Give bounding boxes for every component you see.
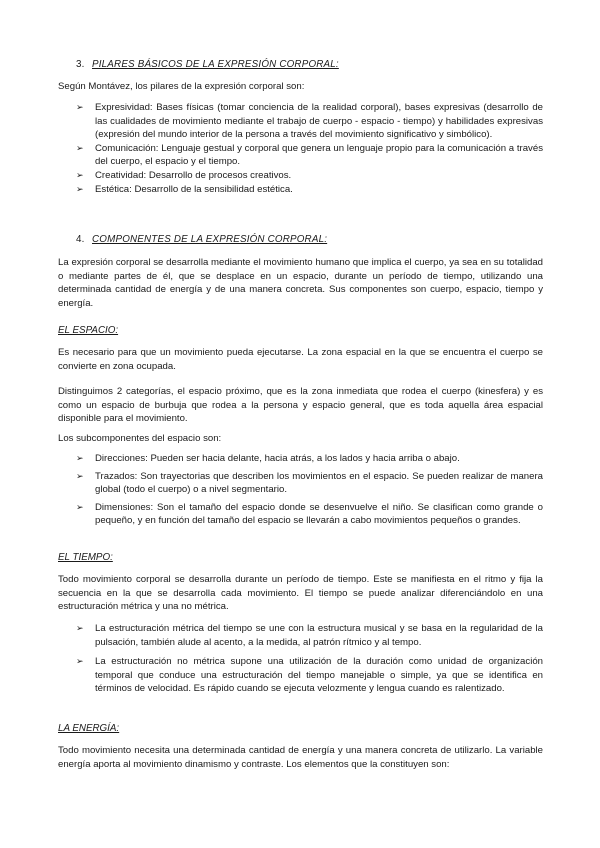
list-item (76, 655, 543, 696)
list-item-text: Creatividad: Desarrollo de procesos creativos. (95, 169, 292, 181)
list-item-text: Estética: Desarrollo de la sensibilidad estética. (95, 183, 293, 195)
list-item-text: La estructuración no métrica supone una utilización de la duración como unidad de organización temporal que conduce una estructuración del tiempo manejable o simple, ya que se identifica en términos de velocidad. Es rápido cuando se ejecuta velozmente y lengua cuando es ralentizado. (95, 656, 543, 695)
list-item-text: La estructuración métrica del tiempo se une con la estructura musical y se basa en la regularidad de la pulsación, también alude al acento, a la medida, al patrón rítmico y al tempo. (95, 623, 543, 648)
arrow-bullet-icon: ➢ (76, 470, 84, 481)
section-3-intro: Según Montávez, los pilares de la expresión corporal son: (58, 81, 305, 92)
arrow-bullet-icon: ➢ (76, 623, 84, 633)
energia-heading: LA ENERGÍA: (58, 723, 120, 734)
tiempo-list (76, 622, 543, 696)
list-item (76, 183, 543, 197)
section-4-heading (76, 233, 327, 247)
section-3-number: 3. (76, 59, 85, 70)
section-4-title: COMPONENTES DE LA EXPRESIÓN CORPORAL: (92, 234, 328, 245)
section-3-heading (76, 58, 339, 72)
list-item (76, 169, 543, 183)
tiempo-paragraph-1: Todo movimiento corporal se desarrolla durante un período de tiempo. Este se manifiesta en el ritmo y fija la secuencia en la que se desarrolla cada movimiento. El tiempo se puede analizar diferenciándolo en una estructuración métrica y una no métrica. (58, 574, 543, 613)
espacio-paragraph-3: Los subcomponentes del espacio son: (58, 433, 222, 444)
arrow-bullet-icon: ➢ (76, 142, 84, 153)
list-item (76, 452, 543, 466)
pilares-list (76, 101, 543, 196)
list-item (76, 622, 543, 649)
list-item (76, 101, 543, 142)
arrow-bullet-icon: ➢ (76, 656, 84, 667)
arrow-bullet-icon: ➢ (76, 102, 84, 112)
list-item-text: Direcciones: Pueden ser hacia delante, hacia atrás, a los lados y hacia arriba o abajo. (95, 453, 460, 464)
espacio-list (76, 452, 543, 528)
section-4-intro: La expresión corporal se desarrolla mediante el movimiento humano que implica el cuerpo, ya sea en su totalidad o mediante partes de él, que se desplace en un espacio, durante un período de tiempo, utilizando una determinada cantidad de energía y de una manera concreta. Sus componentes son cuerpo, espacio, tiempo y energía. (58, 257, 543, 309)
list-item (76, 501, 543, 528)
espacio-paragraph-1: Es necesario para que un movimiento pueda ejecutarse. La zona espacial en la que se encuentra el cuerpo se convierte en zona ocupada. (58, 347, 543, 372)
list-item-text: Expresividad: Bases físicas (tomar conciencia de la realidad corporal), bases expresivas (desarrollo de las cualidades de movimiento mediante el trabajo de cuerpo - espacio - tiempo) y habilidades expresivas (expresión del mundo interior de la persona a través del movimiento significativo y simbólico). (95, 102, 543, 141)
list-item-text: Comunicación: Lenguaje gestual y corporal que genera un lenguaje propio para la comunicación a través del cuerpo, el espacio y el tiempo. (95, 142, 543, 168)
espacio-heading: EL ESPACIO: (58, 325, 119, 336)
section-3-title: PILARES BÁSICOS DE LA EXPRESIÓN CORPORAL: (92, 59, 339, 70)
list-item (76, 470, 543, 497)
list-item-text: Trazados: Son trayectorias que describen los movimientos en el espacio. Se pueden realizar de manera global (todo el cuerpo) o a nivel segmentario. (95, 470, 543, 496)
arrow-bullet-icon: ➢ (76, 169, 84, 180)
espacio-paragraph-2: Distinguimos 2 categorías, el espacio próximo, que es la zona inmediata que rodea el cuerpo (kinesfera) y es como un espacio de burbuja que rodea a la persona y espacio general, que es toda aquella área espacial disponible para el movimiento. (58, 386, 543, 425)
list-item-text: Dimensiones: Son el tamaño del espacio donde se desenvuelve el niño. Se clasifican como grande o pequeño, y en función del tamaño del espacio se llevarán a cabo movimientos pequeños o grandes. (95, 501, 543, 527)
arrow-bullet-icon: ➢ (76, 453, 84, 463)
section-4-number: 4. (76, 234, 85, 245)
list-item (76, 142, 543, 169)
arrow-bullet-icon: ➢ (76, 501, 84, 512)
tiempo-heading: EL TIEMPO: (58, 552, 113, 563)
arrow-bullet-icon: ➢ (76, 183, 84, 194)
energia-paragraph-1: Todo movimiento necesita una determinada cantidad de energía y una manera concreta de utilizarlo. La variable energía aporta al movimiento dinamismo y contraste. Los elementos que la constituyen son: (58, 745, 543, 770)
